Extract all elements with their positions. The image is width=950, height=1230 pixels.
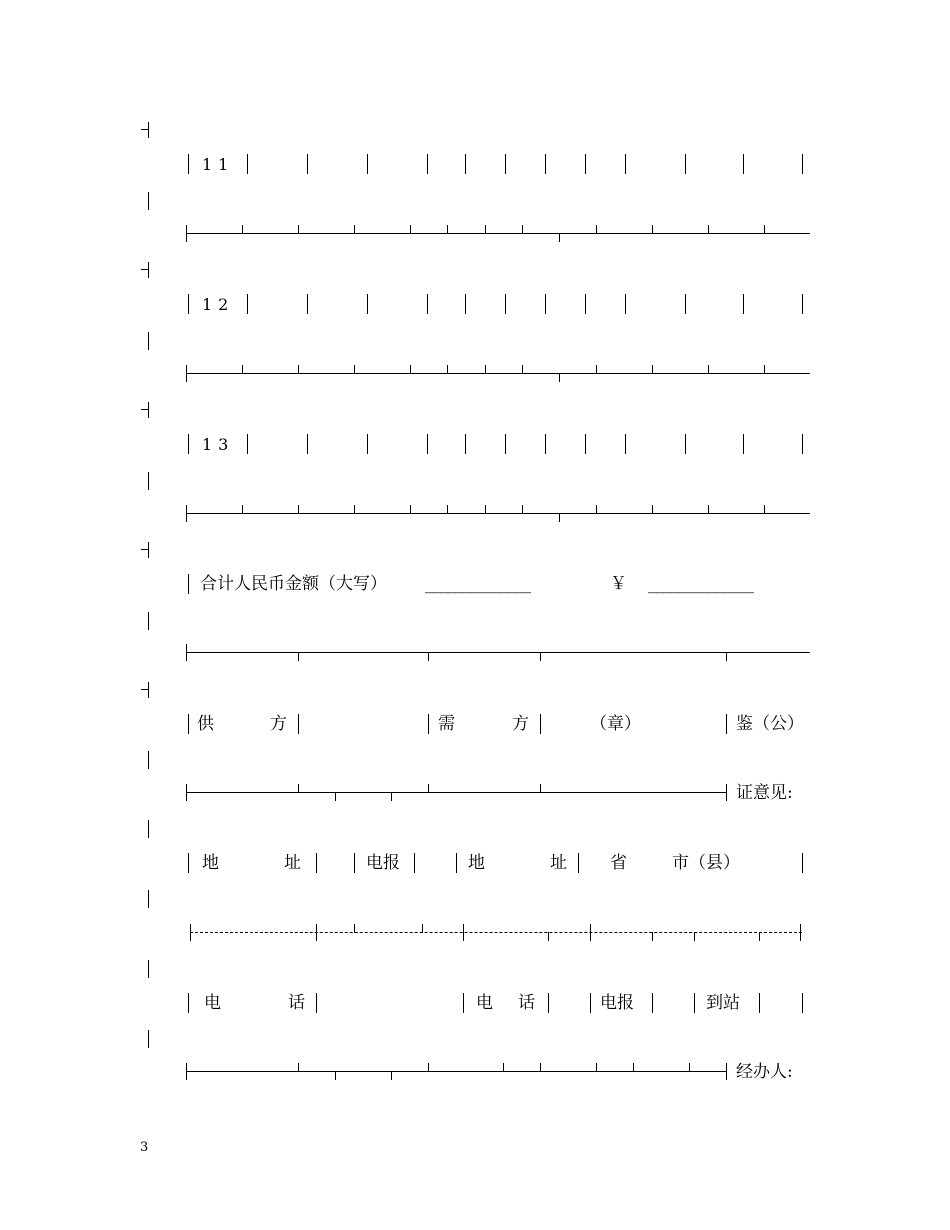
row-number: 11 (202, 155, 235, 174)
buyer-address-char2: 址 (550, 853, 567, 873)
buyer-label-char2: 方 (512, 714, 529, 734)
total-amount-blank: ______________ (425, 574, 530, 594)
total-amount-figure-blank: ______________ (648, 574, 753, 594)
supplier-label-char1: 供 (197, 714, 214, 734)
city-county-label: 市（县） (672, 853, 740, 873)
handler-label: 经办人: (736, 1062, 793, 1082)
row-divider (186, 373, 810, 374)
supplier-telegraph-label: 电报 (366, 853, 400, 873)
table-border-mark (141, 262, 149, 278)
arrival-station-label: 到站 (706, 993, 740, 1013)
seal-label: （章） (590, 714, 641, 734)
supplier-address-char1: 地 (202, 853, 219, 873)
buyer-phone-char2: 话 (518, 993, 535, 1013)
row-divider (186, 513, 810, 514)
table-border-mark (148, 192, 149, 210)
buyer-address-char1: 地 (468, 853, 485, 873)
supplier-label-char2: 方 (270, 714, 287, 734)
province-label: 省 (610, 853, 627, 873)
cell-border (188, 154, 189, 174)
supplier-phone-char1: 电 (204, 993, 221, 1013)
table-border-mark (141, 122, 149, 138)
notary-label-part1: 鉴（公） (736, 714, 804, 734)
row-number: 12 (202, 295, 235, 314)
row-number: 13 (202, 435, 235, 454)
notary-label-part2: 证意见: (736, 783, 793, 803)
page-number: 3 (140, 1140, 149, 1155)
table-border-mark (141, 402, 149, 418)
buyer-label-char1: 需 (438, 714, 455, 734)
buyer-telegraph-label: 电报 (600, 993, 634, 1013)
supplier-phone-char2: 话 (288, 993, 305, 1013)
total-amount-label: 合计人民币金额（大写） (200, 574, 387, 594)
currency-symbol: ￥ (610, 574, 627, 594)
buyer-phone-char1: 电 (476, 993, 493, 1013)
supplier-address-char2: 址 (284, 853, 301, 873)
row-divider (186, 233, 810, 234)
